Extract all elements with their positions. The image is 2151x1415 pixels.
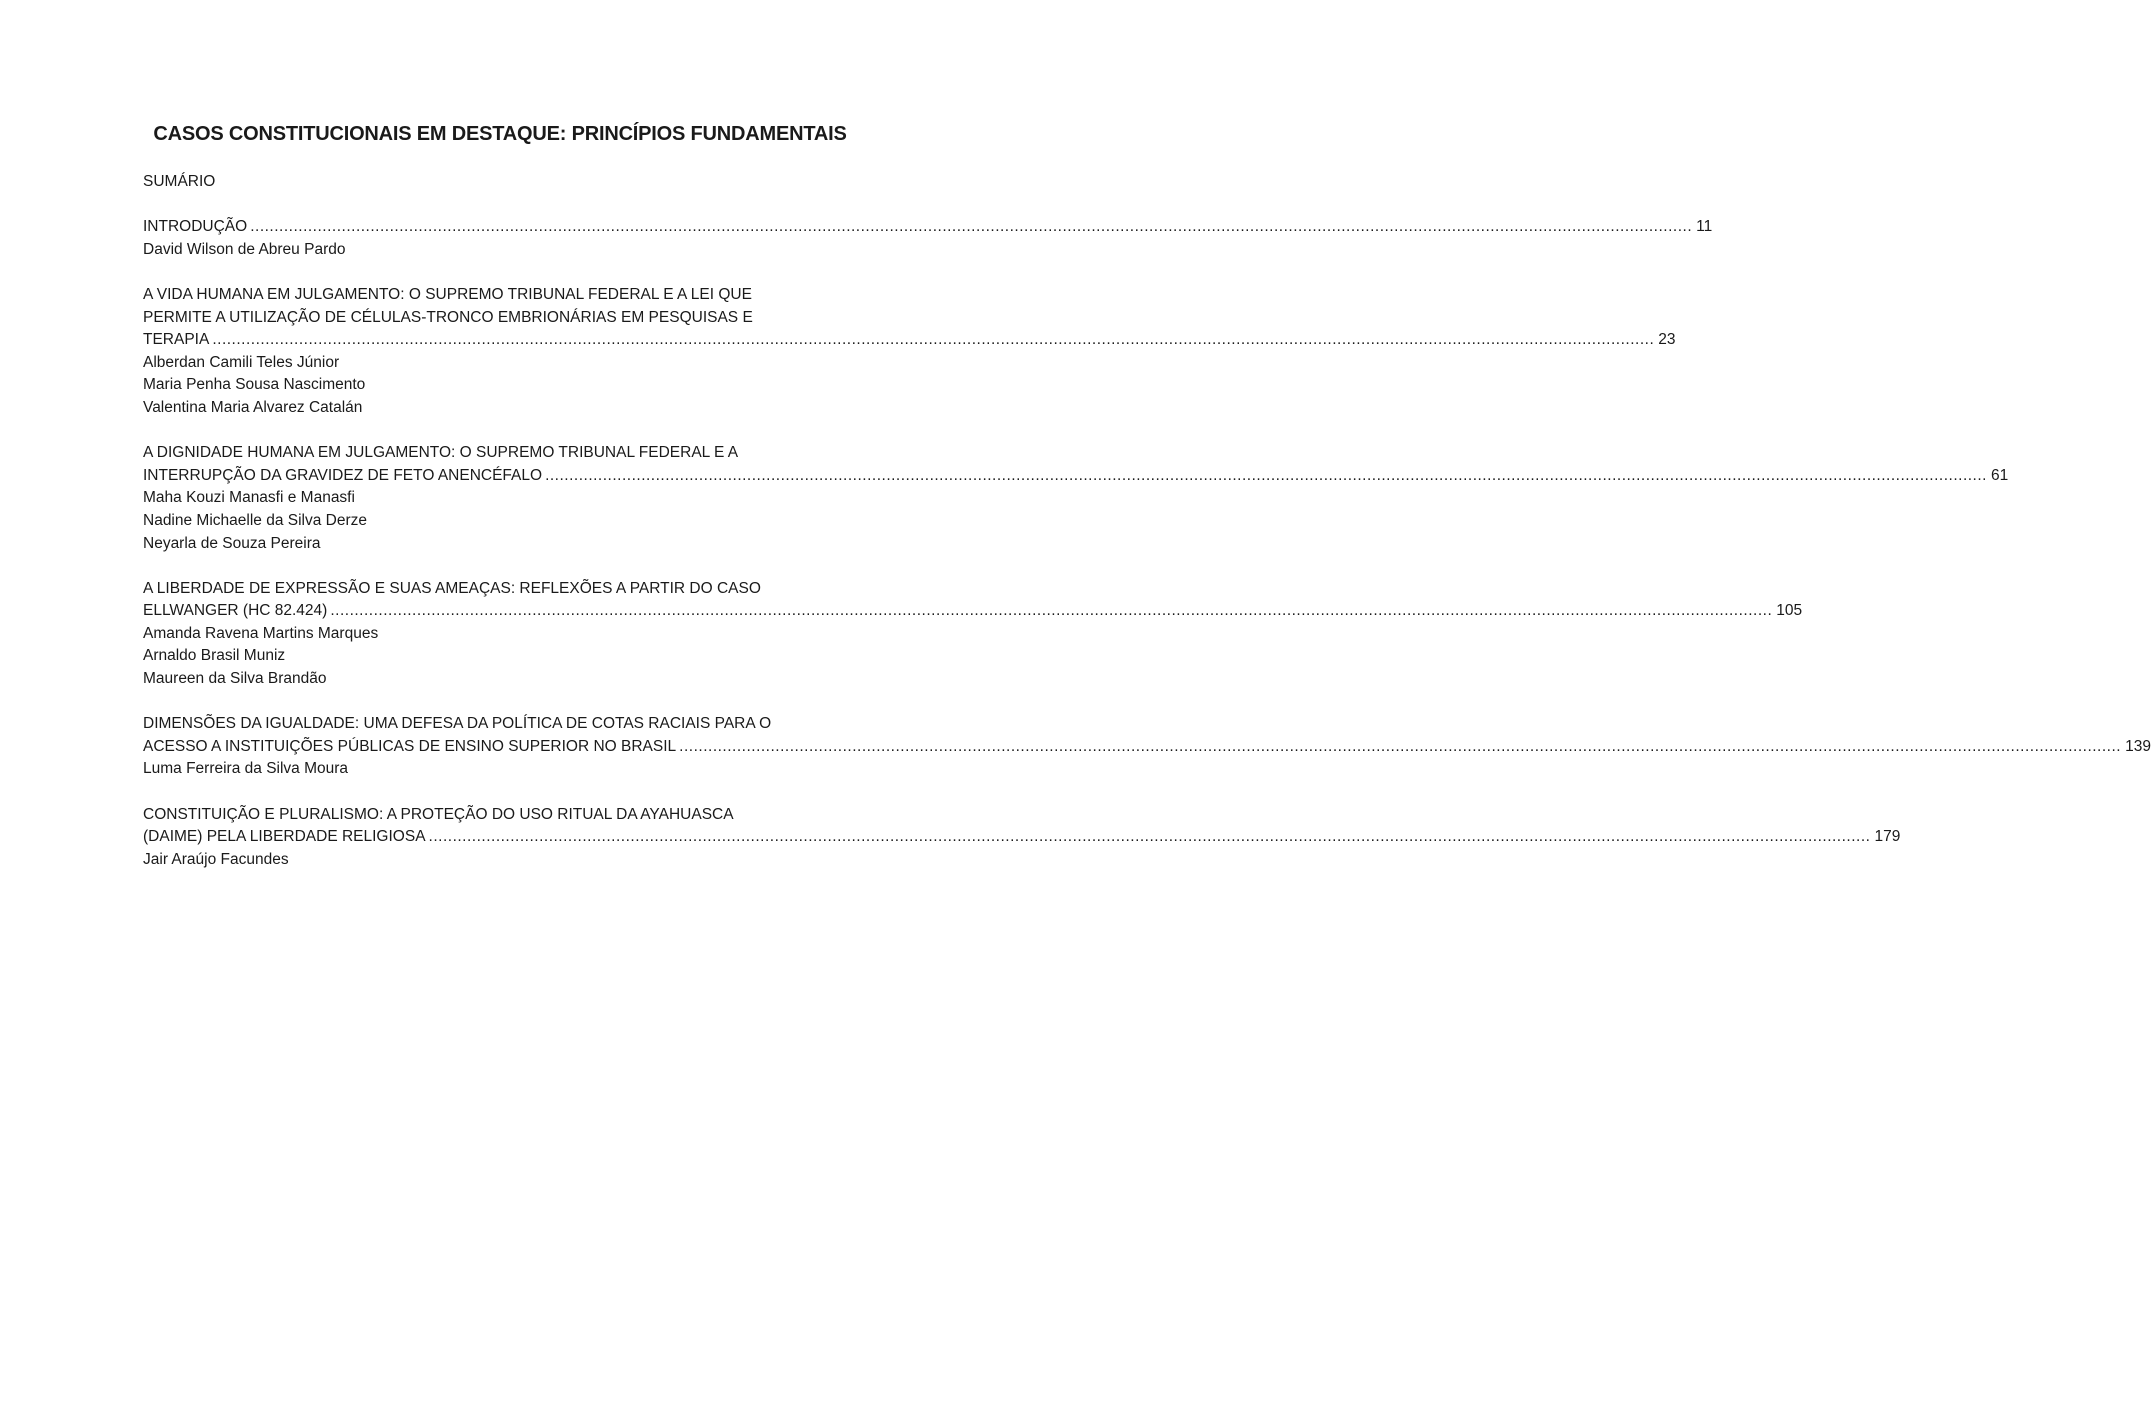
toc-entry-leader-line [143, 216, 1713, 239]
toc-entry-title-last-line: TERAPIA [143, 331, 210, 349]
dot-leader: ............................................................................................................................................................................................................................................................................................................ [330, 602, 1773, 620]
toc-entry[interactable] [143, 216, 1713, 261]
toc-entry-leader-line [143, 826, 1901, 849]
toc-entry-page-number: 61 [1990, 466, 2009, 484]
toc-entry-page-number: 139 [2125, 737, 2151, 755]
toc-entry-author: Valentina Maria Alvarez Catalán [143, 398, 363, 416]
toc-entry-author: Alberdan Camili Teles Júnior [143, 353, 340, 371]
toc-entry[interactable] [143, 442, 2009, 555]
toc-entry-title-last-line: INTERRUPÇÃO DA GRAVIDEZ DE FETO ANENCÉFALO [143, 466, 543, 484]
toc-entry-author: Arnaldo Brasil Muniz [143, 647, 286, 665]
toc-entry-author: Amanda Ravena Martins Marques [143, 624, 379, 642]
toc-entry-leader-line [143, 736, 2151, 759]
toc-entry-page-number: 105 [1776, 602, 1803, 620]
toc-entry[interactable] [143, 713, 2151, 781]
toc-entry-page-number: 11 [1696, 218, 1713, 236]
toc-entry-author: Luma Ferreira da Silva Moura [143, 760, 349, 778]
toc-entry-title-last-line: INTRODUÇÃO [143, 218, 248, 236]
toc-entry-author: Maria Penha Sousa Nascimento [143, 376, 366, 394]
toc-entry-author: Maha Kouzi Manasfi e Manasfi [143, 489, 355, 507]
toc-entries [143, 216, 2151, 871]
dot-leader: ............................................................................................................................................................................................................................................................................................................ [545, 466, 1987, 484]
toc-entry-page-number: 23 [1658, 331, 1676, 349]
toc-heading: SUMÁRIO [143, 173, 216, 190]
toc-entry-title-line: PERMITE A UTILIZAÇÃO DE CÉLULAS-TRONCO EMBRIONÁRIAS EM PESQUISAS E [143, 308, 753, 326]
toc-entry-author: Neyarla de Souza Pereira [143, 534, 321, 552]
toc-entry-leader-line [143, 465, 2009, 488]
toc-entry[interactable] [143, 284, 1676, 420]
toc-entry-title-line: A DIGNIDADE HUMANA EM JULGAMENTO: O SUPREMO TRIBUNAL FEDERAL E A [143, 444, 739, 462]
dot-leader: ............................................................................................................................................................................................................................................................................................................ [679, 737, 2122, 755]
toc-entry-leader-line [143, 600, 1803, 623]
toc-entry-title-last-line: (DAIME) PELA LIBERDADE RELIGIOSA [143, 828, 426, 846]
toc-entry-title-line: DIMENSÕES DA IGUALDADE: UMA DEFESA DA POLÍTICA DE COTAS RACIAIS PARA O [143, 715, 772, 733]
dot-leader: ............................................................................................................................................................................................................................................................................................................ [212, 331, 1655, 349]
toc-entry-title-line: A LIBERDADE DE EXPRESSÃO E SUAS AMEAÇAS: REFLEXÕES A PARTIR DO CASO [143, 579, 761, 597]
toc-entry-leader-line [143, 329, 1676, 352]
toc-entry-title-last-line: ELLWANGER (HC 82.424) [143, 602, 328, 620]
document-title: CASOS CONSTITUCIONAIS EM DESTAQUE: PRINCÍPIOS FUNDAMENTAIS [153, 123, 847, 145]
toc-entry-author: David Wilson de Abreu Pardo [143, 240, 346, 258]
toc-entry-author: Maureen da Silva Brandão [143, 670, 327, 688]
toc-entry-page-number: 179 [1874, 828, 1901, 846]
toc-entry-title-line: CONSTITUIÇÃO E PLURALISMO: A PROTEÇÃO DO USO RITUAL DA AYAHUASCA [143, 805, 734, 823]
toc-entry[interactable] [143, 578, 1803, 691]
toc-entry-title-line: A VIDA HUMANA EM JULGAMENTO: O SUPREMO TRIBUNAL FEDERAL E A LEI QUE [143, 285, 752, 303]
dot-leader: ............................................................................................................................................................................................................................................................................................................ [428, 828, 1871, 846]
dot-leader: ............................................................................................................................................................................................................................................................................................................ [250, 218, 1693, 236]
toc-entry[interactable] [143, 804, 1901, 872]
table-of-contents [143, 171, 2151, 894]
toc-entry-author: Nadine Michaelle da Silva Derze [143, 511, 368, 529]
toc-entry-author: Jair Araújo Facundes [143, 850, 289, 868]
toc-entry-title-last-line: ACESSO A INSTITUIÇÕES PÚBLICAS DE ENSINO SUPERIOR NO BRASIL [143, 737, 677, 755]
